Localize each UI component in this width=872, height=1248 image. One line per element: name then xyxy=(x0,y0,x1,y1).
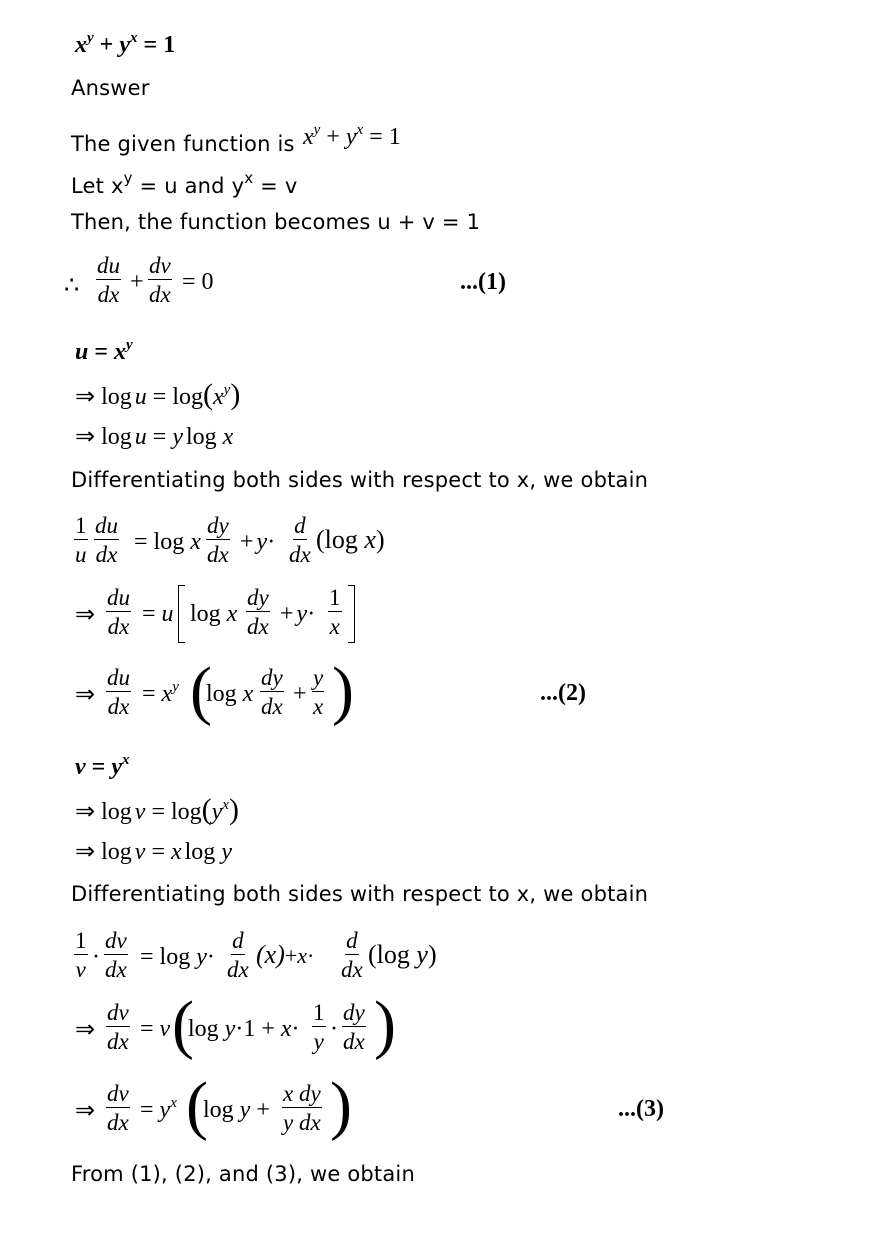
fraction-d-dx xyxy=(340,929,364,981)
fraction-dv-dx xyxy=(104,929,128,981)
therefore-symbol: ∴ xyxy=(64,273,80,299)
numerator: dv xyxy=(105,928,127,953)
math-term: (x) xyxy=(256,940,285,969)
math-op: + xyxy=(130,269,144,295)
then-line: Then, the function becomes u + v = 1 xyxy=(71,210,481,234)
math-func: log xyxy=(101,799,132,825)
math-var: v xyxy=(134,839,146,865)
math-func: = log xyxy=(140,944,191,970)
denominator: dx xyxy=(289,542,311,567)
math-term xyxy=(240,530,275,554)
fraction-dy-dx xyxy=(246,586,270,638)
math-var: u xyxy=(134,424,147,450)
numerator: 1 xyxy=(313,1000,325,1025)
fraction-du-dx xyxy=(106,666,131,718)
implies-symbol: ⇒ xyxy=(75,682,96,708)
numerator: d xyxy=(232,928,244,953)
math-var: x xyxy=(75,32,87,58)
math-op: = xyxy=(140,1097,154,1123)
math-var: y xyxy=(239,1097,251,1123)
denominator: dx xyxy=(95,542,118,567)
implies-symbol: ⇒ xyxy=(75,1017,96,1043)
math-var: x xyxy=(242,681,254,707)
numerator: dv xyxy=(149,253,171,278)
denominator: dx xyxy=(149,282,171,307)
u-definition xyxy=(75,337,133,365)
math-var: u xyxy=(161,601,174,627)
denominator: dx xyxy=(107,1029,129,1054)
fraction-xdy-ydx xyxy=(282,1082,322,1134)
denominator: x xyxy=(313,694,324,719)
equation-tag-2: ...(2) xyxy=(540,680,586,706)
math-op: = xyxy=(140,1016,154,1042)
math-var: x xyxy=(161,681,173,707)
log-v-line-2 xyxy=(75,840,232,864)
math-var: u xyxy=(134,384,147,410)
numerator: dy xyxy=(343,1000,365,1025)
answer-heading: Answer xyxy=(71,76,150,100)
math-exp: y xyxy=(223,382,231,398)
numerator: du xyxy=(107,665,130,690)
numerator: 1 xyxy=(75,513,87,538)
diff-text-1: Differentiating both sides with respect to x, we obtain xyxy=(71,468,649,492)
intro-text: The given function is xyxy=(71,132,295,156)
math-func: log xyxy=(101,384,132,410)
numerator: d xyxy=(294,513,306,538)
numerator: du xyxy=(97,253,120,278)
equation-tag-3: ...(3) xyxy=(618,1096,664,1122)
right-paren: ) xyxy=(374,988,396,1061)
denominator: dx xyxy=(97,282,120,307)
denominator: v xyxy=(75,957,86,982)
denominator: y dx xyxy=(283,1110,321,1135)
math-var: x xyxy=(303,124,314,150)
math-var: y xyxy=(211,799,223,825)
math-var: y xyxy=(224,1016,236,1042)
implies-symbol: ⇒ xyxy=(75,602,96,628)
fraction-d-dx xyxy=(226,929,250,981)
math-op: + xyxy=(240,529,254,555)
math-op: · xyxy=(307,601,316,627)
numerator: dy xyxy=(207,513,229,538)
numerator: x dy xyxy=(283,1081,321,1106)
denominator: dx xyxy=(107,1110,129,1135)
right-bracket xyxy=(348,585,355,643)
implies-symbol: ⇒ xyxy=(75,384,96,410)
math-exp: y xyxy=(126,337,133,353)
fraction-1-v xyxy=(74,929,88,981)
fraction-1-y xyxy=(312,1001,326,1053)
fraction-dy-dx xyxy=(260,666,284,718)
math-op: = xyxy=(142,601,156,627)
numerator: du xyxy=(107,585,130,610)
fraction-y-x xyxy=(312,666,324,718)
math-var: v xyxy=(159,1016,171,1042)
fraction-du-dx xyxy=(94,514,119,566)
fraction-dv-dx xyxy=(148,254,172,306)
math-rhs xyxy=(134,530,201,554)
fraction-dv-dx xyxy=(106,1001,130,1053)
math-exp: y xyxy=(87,30,94,46)
math-op: ) xyxy=(427,940,437,969)
math-term: ·1 + xyxy=(235,1016,275,1042)
math-op: = xyxy=(142,681,156,707)
let-sup: y xyxy=(123,169,133,187)
problem-equation xyxy=(75,30,176,58)
implies-symbol: ⇒ xyxy=(75,1098,96,1124)
math-op: + xyxy=(99,32,114,58)
math-var: y xyxy=(196,944,207,970)
fraction-1-u xyxy=(74,514,88,566)
numerator: dy xyxy=(261,665,283,690)
left-paren: ( xyxy=(186,1069,208,1142)
math-func: log xyxy=(324,525,358,554)
math-var: x xyxy=(114,339,127,365)
math-var: x xyxy=(222,424,234,450)
math-term xyxy=(142,602,174,626)
math-op: · xyxy=(330,1016,338,1042)
math-var: x xyxy=(226,601,238,627)
diff-text-2: Differentiating both sides with respect to x, we obtain xyxy=(71,882,649,906)
denominator: dx xyxy=(207,542,229,567)
math-rhs: = 0 xyxy=(182,269,214,295)
left-bracket xyxy=(178,585,185,643)
let-text: = u and y xyxy=(132,174,245,198)
math-var: y xyxy=(119,32,131,58)
math-term xyxy=(140,1095,177,1123)
v-definition xyxy=(75,752,130,780)
math-op: + xyxy=(256,1097,270,1123)
math-var: y xyxy=(256,529,268,555)
math-op: + xyxy=(326,124,340,150)
let-sup: x xyxy=(244,169,254,187)
math-var: y xyxy=(296,601,308,627)
denominator: dx xyxy=(107,694,130,719)
log-v-line-1: ⇒ $\log v = \log(y^x)$ xyxy=(75,793,239,826)
fraction-dv-dx xyxy=(106,1082,130,1134)
math-func: log xyxy=(185,424,217,450)
math-func: log xyxy=(190,601,221,627)
right-paren: ) xyxy=(332,654,354,727)
math-var: y xyxy=(172,424,183,450)
numerator: 1 xyxy=(329,585,341,610)
fraction-dy-dx xyxy=(206,514,230,566)
implies-symbol: ⇒ xyxy=(75,799,96,825)
math-op: · xyxy=(267,529,276,555)
math-term: (log x) xyxy=(316,525,385,554)
math-func: log xyxy=(188,1016,219,1042)
log-u-line-1: ⇒ $\log u = \log(x^y)$ xyxy=(75,378,241,411)
fraction-1-x xyxy=(328,586,342,638)
numerator: d xyxy=(346,928,358,953)
math-op: = xyxy=(151,839,165,865)
math-var: y xyxy=(416,940,428,969)
denominator: y xyxy=(313,1029,324,1054)
denominator: dx xyxy=(247,614,269,639)
math-rhs: = 1 xyxy=(369,124,401,150)
math-term xyxy=(368,942,437,968)
math-func: = log xyxy=(151,799,202,825)
numerator: du xyxy=(95,513,118,538)
denominator: dx xyxy=(105,957,127,982)
math-var: y xyxy=(221,839,232,865)
math-op: = xyxy=(152,424,167,450)
math-func: log xyxy=(203,1097,234,1123)
math-op: · xyxy=(92,944,100,970)
math-var: y xyxy=(345,124,357,150)
math-var: x xyxy=(280,1016,292,1042)
math-term xyxy=(206,682,253,706)
from-text: From (1), (2), and (3), we obtain xyxy=(71,1162,415,1186)
math-op: + xyxy=(280,601,294,627)
math-op: = xyxy=(91,754,106,780)
math-exp: x xyxy=(122,752,130,768)
math-var: u xyxy=(75,339,89,365)
math-func: = log xyxy=(152,384,203,410)
numerator: dv xyxy=(107,1081,129,1106)
left-paren: ( xyxy=(190,654,212,727)
equation-tag-1: ...(1) xyxy=(460,269,506,295)
numerator: y xyxy=(313,665,324,690)
math-op: = xyxy=(94,339,109,365)
math-op: + xyxy=(293,681,307,707)
math-var: v xyxy=(75,754,86,780)
math-var: x xyxy=(170,839,182,865)
math-func: = log xyxy=(134,529,185,555)
math-rhs: = 1 xyxy=(143,32,176,58)
math-term xyxy=(280,602,315,626)
math-term: log y·1 + x· xyxy=(188,1016,300,1042)
intro-equation xyxy=(303,122,401,150)
math-func: (log xyxy=(368,940,410,969)
right-paren: ) xyxy=(330,1069,352,1142)
math-term xyxy=(142,679,179,707)
denominator: u xyxy=(75,542,87,567)
numerator: 1 xyxy=(75,928,87,953)
let-text: = v xyxy=(253,174,298,198)
fraction-dy-dx xyxy=(342,1001,366,1053)
math-var: x xyxy=(212,384,224,410)
math-exp: x xyxy=(222,797,229,813)
math-var: x xyxy=(297,943,308,968)
log-u-line-2 xyxy=(75,425,233,449)
math-func: log xyxy=(101,424,132,450)
denominator: dx xyxy=(261,694,283,719)
math-term xyxy=(203,1098,270,1122)
math-term xyxy=(140,1017,170,1041)
math-var: y xyxy=(159,1097,171,1123)
math-term: (x)+x· xyxy=(256,940,315,969)
math-var: y xyxy=(111,754,122,780)
fraction-du-dx xyxy=(106,586,131,638)
math-func: log xyxy=(206,681,237,707)
fraction-du-dx xyxy=(96,254,121,306)
math-var: x xyxy=(190,529,201,555)
left-paren: ( xyxy=(172,988,194,1061)
implies-symbol: ⇒ xyxy=(75,424,96,450)
math-exp: x xyxy=(356,122,364,138)
math-op: + xyxy=(284,943,298,968)
math-exp: x xyxy=(170,1095,177,1111)
math-var: v xyxy=(134,799,146,825)
math-var: x xyxy=(364,525,376,554)
denominator: x xyxy=(329,614,340,639)
math-exp: y xyxy=(313,122,321,138)
denominator: dx xyxy=(107,614,130,639)
denominator: dx xyxy=(227,957,249,982)
math-term: = log y· xyxy=(140,944,215,970)
numerator: dv xyxy=(107,1000,129,1025)
fraction-d-dx xyxy=(288,514,312,566)
implies-symbol: ⇒ xyxy=(75,839,96,865)
denominator: dx xyxy=(343,1029,365,1054)
numerator: dy xyxy=(247,585,269,610)
let-line xyxy=(71,169,298,198)
math-func: log xyxy=(101,839,132,865)
math-exp: y xyxy=(172,679,179,695)
math-func: log xyxy=(184,839,216,865)
let-text: Let x xyxy=(71,174,124,198)
denominator: dx xyxy=(341,957,363,982)
math-term xyxy=(190,602,237,626)
math-exp: x xyxy=(130,30,138,46)
